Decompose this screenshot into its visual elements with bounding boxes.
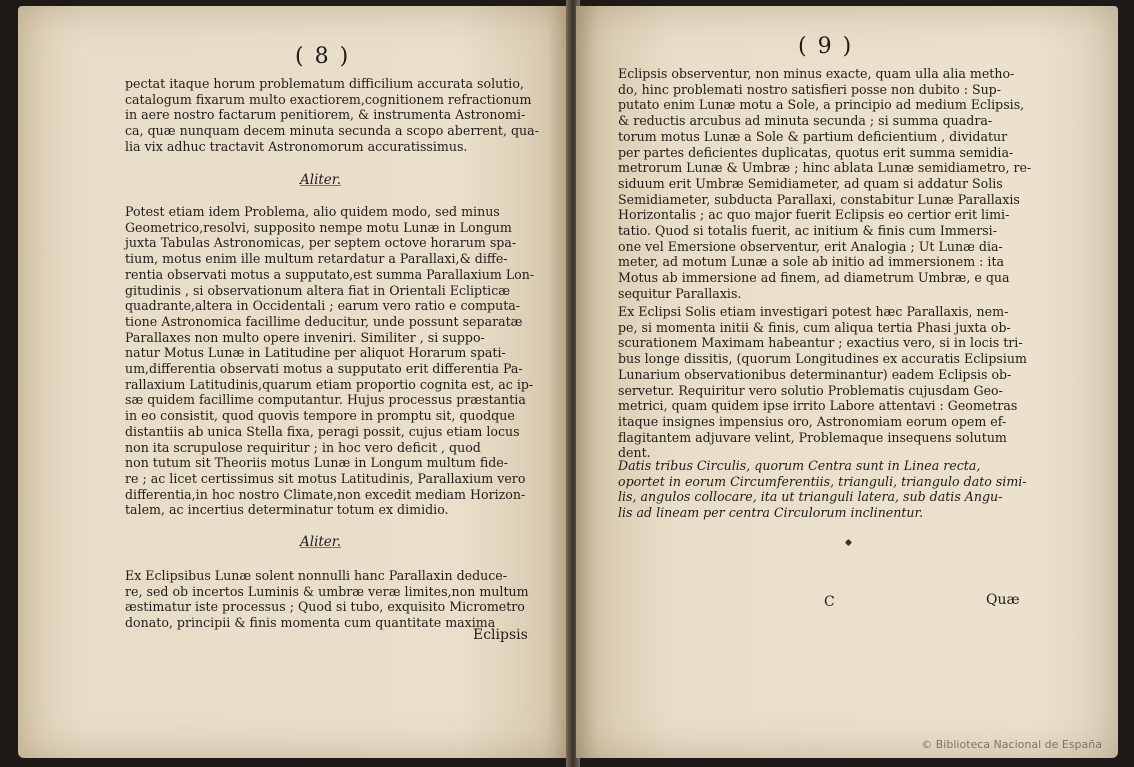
text-line: rentia observati motus a supputato,est summa Parallaxium Lon- — [125, 266, 535, 282]
text-line: distantiis ab unica Stella fixa, peragi possit, cujus etiam locus — [125, 423, 520, 439]
text-line: rallaxium Latitudinis,quarum etiam proportio cognita est, ac ip- — [125, 376, 534, 392]
paragraph — [125, 568, 529, 631]
signature-mark: C — [824, 594, 835, 610]
text-line: Motus ab immersione ad finem, ad diametrum Umbræ, e qua — [618, 270, 1010, 286]
page-number: ( 8 ) — [295, 44, 351, 69]
text-line: donato, principii & finis momenta cum quantitate maxima — [125, 615, 496, 631]
text-line: in eo consistit, quod quovis tempore in promptu sit, quodque — [125, 408, 515, 424]
left-page — [18, 6, 570, 758]
text-line: metrorum Lunæ & Umbræ ; hinc ablata Lunæ semidiametro, re- — [618, 160, 1032, 176]
copyright-credit: © Biblioteca Nacional de España — [921, 738, 1102, 751]
text-line: dent. — [618, 445, 651, 461]
text-line: do, hinc problemati nostro satisfieri posse non dubito : Sup- — [618, 81, 1001, 97]
text-line: flagitantem adjuvare velint, Problemaque insequens solutum — [618, 429, 1007, 445]
text-line: non ita scrupulose requiritur ; in hoc vero deficit , quod — [125, 439, 481, 455]
text-line: Ex Eclipsi Solis etiam investigari potest hæc Parallaxis, nem- — [618, 304, 1009, 319]
text-line: in aere nostro factarum penitiorem, & instrumenta Astronomi- — [125, 107, 526, 123]
text-line: talem, ac incertius determinatur totum ex dimidio. — [125, 502, 449, 518]
paragraph — [125, 204, 535, 518]
text-line: siduum erit Umbræ Semidiameter, ad quam si addatur Solis — [618, 175, 1003, 191]
right-page — [576, 6, 1118, 758]
text-line: re ; ac licet certissimus sit motus Latitudinis, Parallaxium vero — [125, 470, 526, 486]
paragraph — [125, 76, 539, 155]
text-line: scurationem Maximam habeantur ; exactius vero, si in locis tri- — [618, 335, 1023, 351]
text-line: torum motus Lunæ a Sole & partium deficientium , dividatur — [618, 128, 1008, 144]
text-line: metrici, quam quidem ipse irrito Labore attentavi : Geometras — [618, 398, 1018, 414]
text-line: lis, angulos collocare, ita ut trianguli latera, sub datis Angu- — [618, 489, 1003, 505]
text-line: ca, quæ nunquam decem minuta secunda a scopo aberrent, qua- — [125, 123, 539, 139]
text-line: lis ad lineam per centra Circulorum inclinentur. — [618, 505, 924, 521]
text-line: quadrante,altera in Occidentali ; earum vero ratio e computa- — [125, 298, 521, 314]
text-line: Ex Eclipsibus Lunæ solent nonnulli hanc Parallaxin deduce- — [125, 568, 508, 583]
text-line: sæ quidem facillime computantur. Hujus processus præstantia — [125, 392, 526, 408]
text-line: meter, ad motum Lunæ a sole ab initio ad immersionem : ita — [618, 254, 1005, 270]
text-line: gitudinis , si observationum altera fiat in Orientali Eclipticæ — [125, 282, 511, 298]
text-line: tione Astronomica facillime deducitur, unde possunt separatæ — [125, 313, 523, 329]
text-line: one vel Emersione observentur, erit Analogia ; Ut Lunæ dia- — [618, 238, 1003, 254]
text-line: natur Motus Lunæ in Latitudine per aliquot Horarum spati- — [125, 345, 506, 361]
text-line: lia vix adhuc tractavit Astronomorum accuratissimus. — [125, 138, 468, 154]
text-line: Lunarium observationibus determinantur) eadem Eclipsis ob- — [618, 366, 1012, 382]
paragraph — [618, 304, 1030, 461]
text-line: catalogum fixarum multo exactiorem,cognitionem refractionum — [125, 91, 532, 107]
text-line: oportet in eorum Circumferentiis, trianguli, triangulo dato simi- — [618, 473, 1027, 489]
text-line: Semidiameter, subducta Parallaxi, constabitur Lunæ Parallaxis — [618, 191, 1020, 207]
theorem-statement — [618, 458, 1030, 521]
text-line: per partes deficientes duplicatas, quotus erit summa semidia- — [618, 144, 1014, 160]
catchword: Eclipsis — [473, 627, 528, 643]
text-line: pectat itaque horum problematum difficilium accurata solutio, — [125, 76, 524, 91]
text-line: tatio. Quod si totalis fuerit, ac initium & finis cum Immersi- — [618, 223, 997, 239]
ornament-mark — [845, 539, 852, 546]
text-line: putato enim Lunæ motu a Sole, a principio ad medium Eclipsis, — [618, 97, 1025, 113]
text-line: Horizontalis ; ac quo major fuerit Eclipsis eo certior erit limi- — [618, 207, 1010, 223]
text-line: Parallaxes non multo opere inveniri. Similiter , si suppo- — [125, 329, 485, 345]
text-line: itaque insignes impensius oro, Astronomiam eorum opem ef- — [618, 413, 1007, 429]
text-line: æstimatur iste processus ; Quod si tubo, exquisito Micrometro — [125, 599, 525, 615]
text-line: bus longe dissitis, (quorum Longitudines ex accuratis Eclipsium — [618, 351, 1027, 367]
text-line: differentia,in hoc nostro Climate,non excedit mediam Horizon- — [125, 486, 526, 502]
text-line: tium, motus enim ille multum retardatur a Parallaxi,& diffe- — [125, 251, 508, 267]
page-number: ( 9 ) — [798, 34, 854, 59]
text-line: servetur. Requiritur vero solutio Problematis cujusdam Geo- — [618, 382, 1003, 398]
text-line: non tutum sit Theoriis motus Lunæ in Longum multum fide- — [125, 455, 509, 471]
text-line: Geometrico,resolvi, supposito nempe motu Lunæ in Longum — [125, 219, 512, 235]
text-line: juxta Tabulas Astronomicas, per septem octove horarum spa- — [125, 235, 517, 251]
text-line: um,differentia observati motus a supputato erit differentia Pa- — [125, 361, 523, 377]
catchword: Quæ — [986, 592, 1020, 608]
section-heading: Aliter. — [300, 534, 342, 550]
text-line: Eclipsis observentur, non minus exacte, quam ulla alia metho- — [618, 66, 1015, 81]
paragraph — [618, 66, 1030, 302]
text-line: pe, si momenta initii & finis, cum aliqua tertia Phasi juxta ob- — [618, 319, 1011, 335]
text-line: & reductis arcubus ad minuta secunda ; si summa quadra- — [618, 113, 993, 129]
section-heading: Aliter. — [300, 172, 342, 188]
text-line: re, sed ob incertos Luminis & umbræ veræ limites,non multum — [125, 583, 529, 599]
text-line: Potest etiam idem Problema, alio quidem modo, sed minus — [125, 204, 500, 219]
text-line: sequitur Parallaxis. — [618, 285, 742, 301]
text-line: Datis tribus Circulis, quorum Centra sunt in Linea recta, — [618, 458, 981, 473]
